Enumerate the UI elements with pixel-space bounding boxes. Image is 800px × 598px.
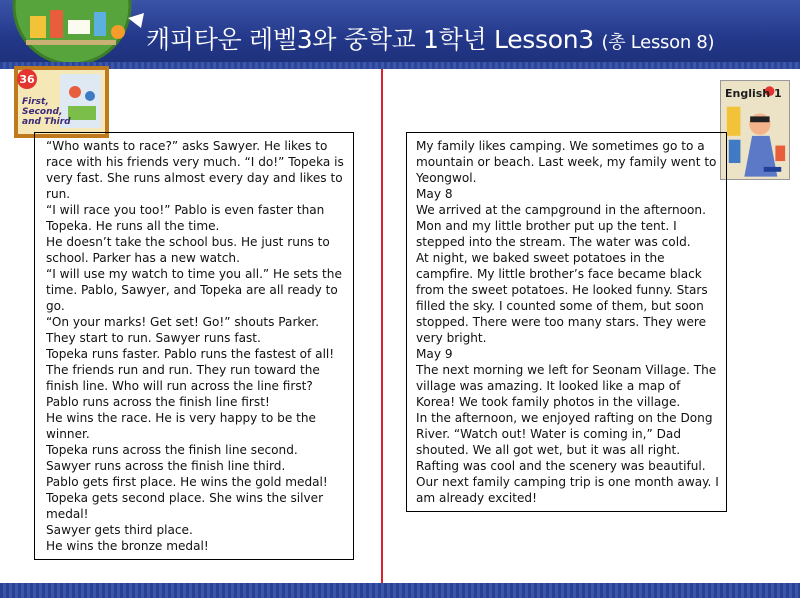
left-paragraph: Sawyer gets third place. <box>46 523 193 537</box>
left-paragraph: He wins the bronze medal! <box>46 539 209 553</box>
left-paragraph: “I will race you too!” Pablo is even faster than Topeka. He runs all the time. <box>46 203 325 233</box>
left-paragraph: Pablo gets first place. He wins the gold medal! <box>46 475 328 489</box>
right-paragraph: My family likes camping. We sometimes go to a mountain or beach. Last week, my family went to Yeongwol. <box>416 139 717 185</box>
right-paragraph: At night, we baked sweet potatoes in the campfire. My little brother’s face became black from the sweet potatoes. He looked funny. Stars filled the sky. I counted some of them, but soon stopped. There were too many stars. They were very bright. <box>416 251 708 345</box>
right-paragraph: The next morning we left for Seonam Village. The village was amazing. It looked like a map of Korea! We took family photos in the village. <box>416 363 717 409</box>
left-paragraph: Topeka runs faster. Pablo runs the fastest of all! The friends run and run. They run toward the finish line. Who will run across the line first? <box>46 347 335 393</box>
left-paragraph: Sawyer runs across the finish line third. <box>46 459 286 473</box>
title-main: 캐피타운 레벨3와 중학교 1학년 Lesson3 <box>146 25 594 54</box>
left-paragraph: Topeka gets second place. She wins the silver medal! <box>46 491 324 521</box>
left-paragraph: “I will use my watch to time you all.” He sets the time. Pablo, Sawyer, and Topeka are all ready to go. <box>46 267 342 313</box>
badge-line-2: Second, <box>22 107 63 117</box>
right-story-box <box>406 132 727 512</box>
slide-footer-bar <box>0 583 800 598</box>
right-date: May 9 <box>416 347 453 361</box>
left-story-box <box>34 132 354 560</box>
title-subtitle: (총 Lesson 8) <box>601 32 715 53</box>
header-stripe <box>0 62 800 69</box>
right-paragraph: In the afternoon, we enjoyed rafting on the Dong River. “Watch out! Water is coming in,” Dad shouted. We all got wet, but it was all right. Rafting was cool and the scenery was beautiful. Our next family camping trip is one month away. I am already excited! <box>416 411 719 505</box>
badge-line-3: and Third <box>22 117 71 127</box>
left-paragraph: Topeka runs across the finish line second. <box>46 443 298 457</box>
left-paragraph: “Who wants to race?” asks Sawyer. He likes to race with his friends very much. “I do!” Topeka is very fast. She runs almost every day and likes to run. <box>46 139 344 201</box>
slide-title <box>146 20 714 56</box>
textbook-title: English 1 <box>725 87 782 100</box>
globe-town-illustration <box>0 0 150 67</box>
column-divider <box>381 69 383 583</box>
lesson-book-badge <box>14 66 109 138</box>
textbook-cover-image <box>720 80 790 180</box>
right-date: May 8 <box>416 187 453 201</box>
slide-header <box>0 0 800 69</box>
left-paragraph: “On your marks! Get set! Go!” shouts Parker. They start to run. Sawyer runs fast. <box>46 315 320 345</box>
left-paragraph: Pablo runs across the finish line first! <box>46 395 270 409</box>
badge-number: 36 <box>19 73 35 86</box>
badge-line-1: First, <box>22 97 49 107</box>
left-paragraph: He doesn’t take the school bus. He just runs to school. Parker has a new watch. <box>46 235 330 265</box>
left-paragraph: He wins the race. He is very happy to be the winner. <box>46 411 316 441</box>
right-paragraph: We arrived at the campground in the afternoon. Mon and my little brother put up the tent. I stepped into the stream. The water was cold. <box>416 203 706 249</box>
